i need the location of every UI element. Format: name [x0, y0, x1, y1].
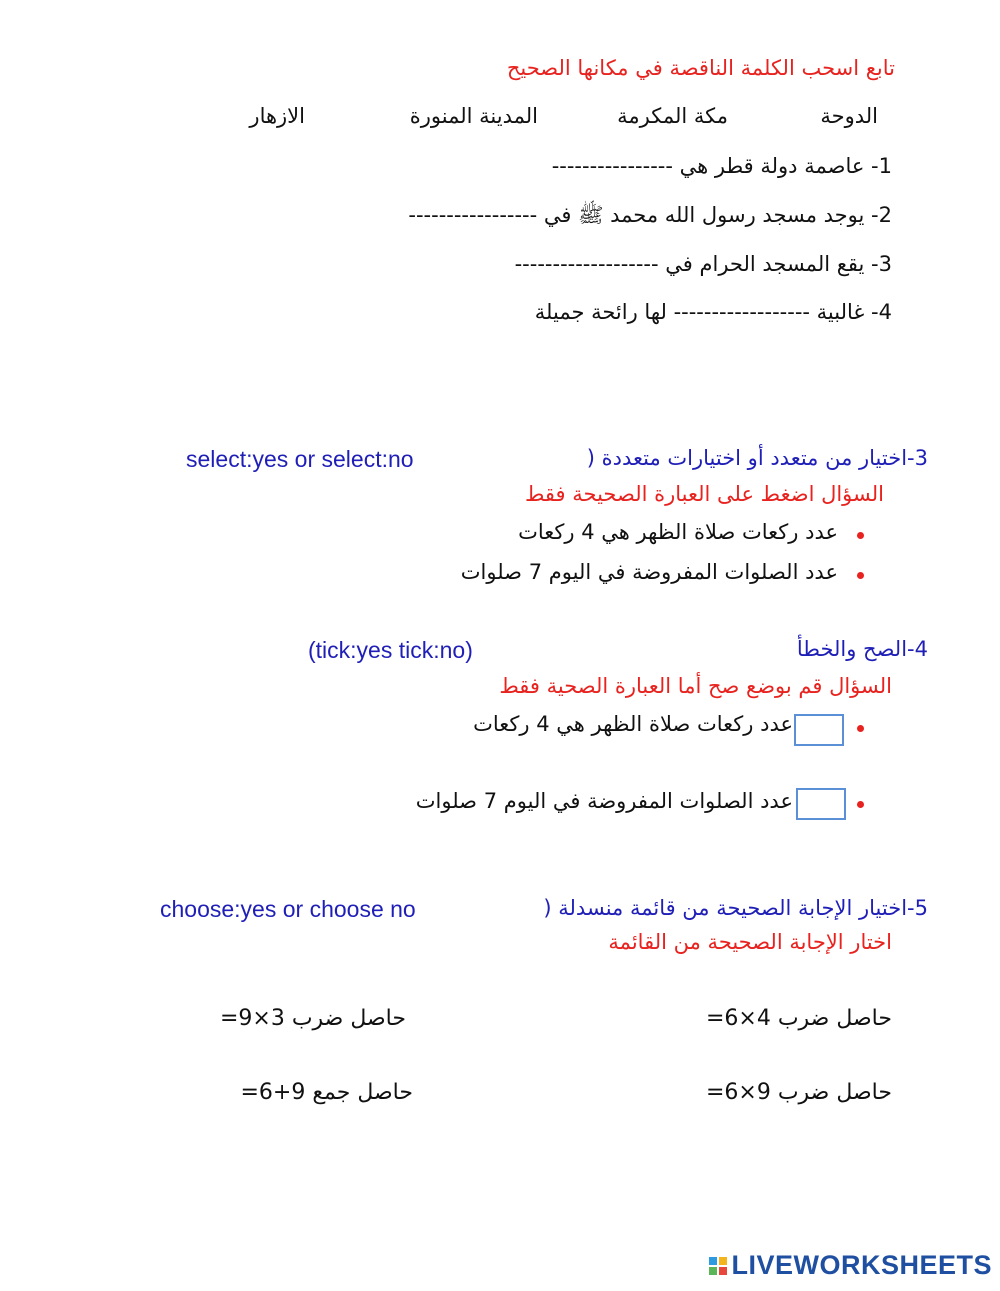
drag-section-title: تابع اسحب الكلمة الناقصة في مكانها الصحيح — [506, 56, 895, 80]
dropdown-question-4[interactable]: حاصل جمع 9+6= — [240, 1080, 413, 1105]
bullet — [857, 532, 864, 539]
tick-statement-1: عدد ركعات صلاة الظهر هي 4 ركعات — [473, 712, 793, 736]
drag-question-1: 1- عاصمة دولة قطر هي ---------------- — [551, 154, 892, 178]
logo-icon — [709, 1257, 727, 1275]
section4-note: (tick:yes tick:no) — [308, 637, 473, 663]
logo-text: LIVEWORKSHEETS — [731, 1250, 992, 1280]
dropdown-question-3[interactable]: حاصل ضرب 9×6= — [705, 1080, 892, 1105]
bullet — [857, 801, 864, 808]
tick-box-2[interactable] — [796, 788, 846, 820]
bullet — [857, 572, 864, 579]
dropdown-question-1[interactable]: حاصل ضرب 4×6= — [705, 1006, 892, 1031]
word-bank-item-madinah[interactable]: المدينة المنورة — [409, 104, 538, 128]
liveworksheets-logo — [709, 1250, 992, 1281]
bullet — [857, 725, 864, 732]
section5-title: 5-اختيار الإجابة الصحيحة من قائمة منسدلة ( — [543, 896, 928, 920]
section3-instruction: السؤال اضغط على العبارة الصحيحة فقط — [525, 482, 884, 506]
select-option-1[interactable]: عدد ركعات صلاة الظهر هي 4 ركعات — [518, 520, 838, 544]
section3-note: select:yes or select:no — [186, 446, 414, 472]
section4-instruction: السؤال قم بوضع صح أما العبارة الصحية فقط — [499, 674, 892, 698]
drag-question-3: 3- يقع المسجد الحرام في ------------------- — [514, 252, 892, 276]
tick-statement-2: عدد الصلوات المفروضة في اليوم 7 صلوات — [415, 789, 793, 813]
word-bank-item-flowers[interactable]: الازهار — [249, 104, 305, 128]
tick-box-1[interactable] — [794, 714, 844, 746]
dropdown-question-2[interactable]: حاصل ضرب 3×9= — [219, 1006, 406, 1031]
section3-title: 3-اختيار من متعدد أو اختيارات متعددة ( — [586, 446, 928, 470]
word-bank-item-doha[interactable]: الدوحة — [820, 104, 878, 128]
word-bank-item-makkah[interactable]: مكة المكرمة — [617, 104, 728, 128]
section4-title: 4-الصح والخطأ — [796, 637, 928, 661]
drag-question-2: 2- يوجد مسجد رسول الله محمد ﷺ في ----------------- — [408, 203, 892, 227]
select-option-2[interactable]: عدد الصلوات المفروضة في اليوم 7 صلوات — [460, 560, 838, 584]
drag-question-4: 4- غالبية ------------------ لها رائحة جميلة — [534, 300, 892, 324]
section5-instruction: اختار الإجابة الصحيحة من القائمة — [608, 930, 892, 954]
section5-note: choose:yes or choose no — [160, 896, 416, 922]
